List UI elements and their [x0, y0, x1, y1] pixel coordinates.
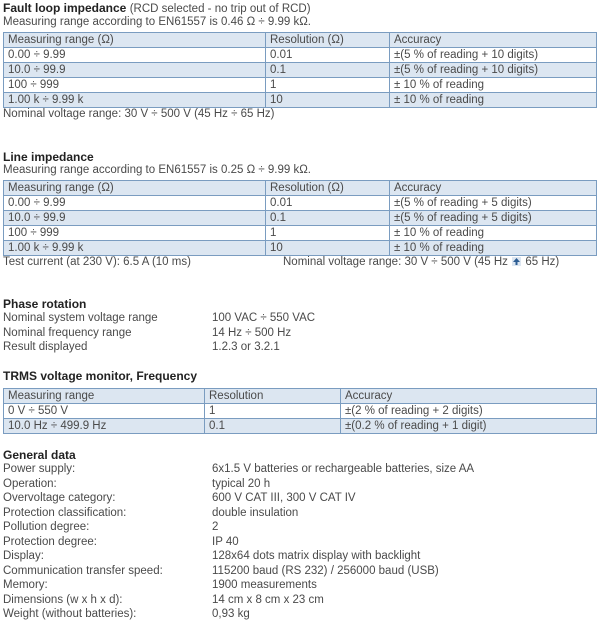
spec-label: Memory: [3, 579, 48, 591]
table-row [4, 210, 597, 225]
table-header-cell: Measuring range (Ω) [4, 32, 266, 47]
table-cell: 1 [266, 225, 390, 240]
spec-value: 2 [212, 521, 219, 533]
spec-value: 0,93 kg [212, 608, 250, 620]
table-cell: ±(5 % of reading + 10 digits) [390, 47, 597, 62]
table-cell: 1 [205, 404, 341, 419]
table-cell: ± 10 % of reading [390, 225, 597, 240]
spec-value: 14 cm x 8 cm x 23 cm [212, 593, 324, 606]
general-data-row [3, 477, 271, 492]
spec-value: 128x64 dots matrix display with backlight [212, 550, 421, 562]
nominal-voltage-text-end: 65 Hz) [525, 255, 560, 268]
nominal-voltage-text-start: Nominal voltage range: 30 V ÷ 500 V (45 Hz [283, 255, 508, 268]
spec-label: Protection classification: [3, 506, 127, 519]
table-cell: 1.00 k ÷ 9.99 k [4, 240, 266, 255]
general-data-row [3, 564, 439, 579]
spec-value: 100 VAC ÷ 550 VAC [212, 312, 316, 324]
line-impedance-title: Line impedance [3, 150, 94, 164]
general-data-row [3, 593, 324, 608]
spec-label: Nominal system voltage range [3, 312, 158, 324]
spec-value: 115200 baud (RS 232) / 256000 baud (USB) [212, 564, 439, 577]
table-cell: 0 V ÷ 550 V [4, 404, 205, 419]
table-cell: ±(2 % of reading + 2 digits) [341, 404, 597, 419]
fault-loop-section [3, 1, 597, 121]
table-cell: ±(0.2 % of reading + 1 digit) [341, 419, 597, 434]
table-header-cell: Resolution (Ω) [266, 32, 390, 47]
general-data-section [3, 448, 475, 622]
anchor-marker-icon [512, 257, 521, 266]
test-current-text: Test current (at 230 V): 6.5 A (10 ms) [3, 255, 191, 268]
spec-value: IP 40 [212, 535, 239, 548]
spec-label: Nominal frequency range [3, 326, 132, 339]
general-data-title: General data [3, 448, 76, 462]
trms-title: TRMS voltage monitor, Frequency [3, 369, 198, 383]
fault-loop-note: (RCD selected - no trip out of RCD) [129, 3, 311, 15]
table-cell: 0.01 [266, 195, 390, 210]
phase-rotation-title: Phase rotation [3, 297, 87, 311]
line-impedance-table [3, 180, 597, 256]
phase-rotation-row [3, 326, 292, 341]
table-header-row [4, 180, 597, 195]
spec-value: 1.2.3 or 3.2.1 [212, 341, 280, 353]
table-cell: ±(5 % of reading + 5 digits) [390, 195, 597, 210]
spec-label: Dimensions (w x h x d): [3, 593, 123, 606]
table-cell: 10 [266, 240, 390, 255]
nominal-voltage-text [283, 256, 559, 270]
table-cell: ±(5 % of reading + 10 digits) [390, 62, 597, 77]
spec-value: 14 Hz ÷ 500 Hz [212, 326, 292, 339]
general-data-row [3, 520, 219, 535]
trms-table [3, 388, 597, 434]
spec-label: Operation: [3, 477, 57, 490]
table-row [4, 419, 597, 434]
line-impedance-section [3, 150, 597, 270]
table-cell: 100 ÷ 999 [4, 225, 266, 240]
table-header-cell: Measuring range (Ω) [4, 180, 266, 195]
table-cell: 0.00 ÷ 9.99 [4, 47, 266, 62]
table-cell: 100 ÷ 999 [4, 77, 266, 92]
table-cell: 10.0 ÷ 99.9 [4, 62, 266, 77]
table-cell: 1 [266, 77, 390, 92]
fault-loop-title: Fault loop impedance [3, 1, 127, 15]
spec-label: Display: [3, 550, 44, 562]
line-impedance-range-text: Measuring range according to EN61557 is 0.25 Ω ÷ 9.99 kΩ. [3, 164, 311, 176]
spec-value: typical 20 h [212, 477, 271, 490]
spec-label: Weight (without batteries): [3, 608, 137, 620]
spec-value: 6x1.5 V batteries or rechargeable batteries, size AA [212, 463, 475, 475]
table-cell: 0.00 ÷ 9.99 [4, 195, 266, 210]
spec-label: Communication transfer speed: [3, 564, 163, 577]
spec-value: 1900 measurements [212, 579, 317, 591]
fault-loop-heading [3, 1, 597, 16]
spec-value: double insulation [212, 506, 299, 519]
table-header-cell: Measuring range [4, 389, 205, 404]
table-row [4, 195, 597, 210]
table-cell: 10.0 Hz ÷ 499.9 Hz [4, 419, 205, 434]
table-row [4, 77, 597, 92]
table-cell: 0.01 [266, 47, 390, 62]
table-cell: ± 10 % of reading [390, 77, 597, 92]
general-data-row [3, 549, 421, 564]
spec-label: Power supply: [3, 463, 76, 475]
table-header-cell: Accuracy [390, 32, 597, 47]
general-data-row [3, 607, 250, 622]
table-header-row [4, 32, 597, 47]
table-header-cell: Resolution (Ω) [266, 180, 390, 195]
table-row [4, 62, 597, 77]
table-row [4, 47, 597, 62]
table-header-cell: Accuracy [341, 389, 597, 404]
fault-loop-table [3, 32, 597, 108]
spec-label: Pollution degree: [3, 521, 90, 533]
general-data-row [3, 535, 239, 550]
fault-loop-range-text: Measuring range according to EN61557 is 0.46 Ω ÷ 9.99 kΩ. [3, 16, 311, 28]
spec-label: Overvoltage category: [3, 492, 116, 504]
table-header-cell: Accuracy [390, 180, 597, 195]
table-cell: 0.1 [205, 419, 341, 434]
table-cell: 0.1 [266, 62, 390, 77]
table-cell: 0.1 [266, 210, 390, 225]
table-row [4, 240, 597, 255]
table-row [4, 225, 597, 240]
table-row [4, 404, 597, 419]
table-row [4, 92, 597, 107]
general-data-row [3, 578, 317, 593]
table-cell: ± 10 % of reading [390, 92, 597, 107]
general-data-row [3, 491, 356, 506]
general-data-row [3, 506, 299, 521]
phase-rotation-section [3, 297, 316, 355]
phase-rotation-row [3, 311, 316, 326]
table-cell: ± 10 % of reading [390, 240, 597, 255]
table-cell: ±(5 % of reading + 5 digits) [390, 210, 597, 225]
table-header-cell: Resolution [205, 389, 341, 404]
fault-loop-footer: Nominal voltage range: 30 V ÷ 500 V (45 Hz ÷ 65 Hz) [3, 107, 275, 120]
line-impedance-footer [3, 256, 597, 270]
spec-label: Result displayed [3, 341, 88, 353]
table-cell: 1.00 k ÷ 9.99 k [4, 92, 266, 107]
spec-label: Protection degree: [3, 535, 97, 548]
table-header-row [4, 389, 597, 404]
table-cell: 10.0 ÷ 99.9 [4, 210, 266, 225]
trms-section [3, 369, 597, 434]
general-data-row [3, 462, 475, 477]
spec-value: 600 V CAT III, 300 V CAT IV [212, 492, 356, 504]
phase-rotation-row [3, 340, 280, 355]
table-cell: 10 [266, 92, 390, 107]
